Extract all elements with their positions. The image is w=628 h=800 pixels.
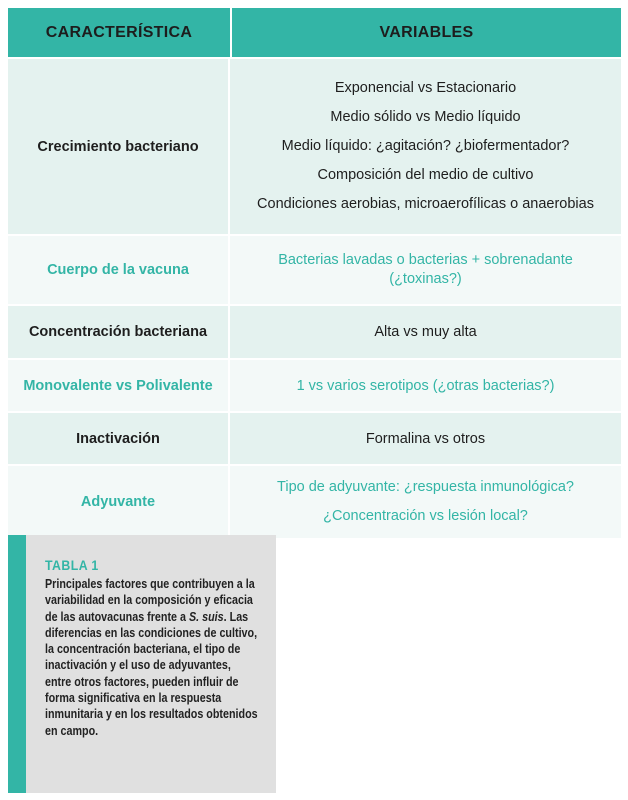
variable-item: Composición del medio de cultivo (317, 167, 534, 183)
variable-item: Bacterias lavadas o bacterias + sobrenadante (278, 252, 573, 268)
factors-table (8, 8, 621, 538)
caption-species: S. suis (188, 609, 224, 624)
row-variables (230, 360, 621, 411)
row-characteristic: Monovalente vs Polivalente (8, 360, 230, 411)
variable-item: Alta vs muy alta (374, 324, 477, 340)
row-variables (230, 59, 621, 234)
variable-item: Medio líquido: ¿agitación? ¿biofermentador? (281, 138, 570, 154)
caption-text-end: . Las diferencias en las condiciones de cultivo, la concentración bacteriana, el tipo de inactivación y el uso de adyuvantes, entre otros factores, pueden influir de forma significativa en la respuesta inmunitaria y en los resultados obtenidos en campo. (45, 609, 258, 738)
table-row-concentration (8, 304, 621, 358)
row-variables (230, 236, 621, 304)
variable-item: Medio sólido vs Medio líquido (330, 109, 521, 125)
table-row-vaccine-body (8, 234, 621, 304)
caption-title: TABLA 1 (45, 557, 99, 573)
table-row-valence (8, 358, 621, 411)
variable-item: Condiciones aerobias, microaerofílicas o anaerobias (257, 196, 594, 212)
table-header (8, 8, 621, 57)
row-variables (230, 413, 621, 464)
table-caption (8, 535, 276, 793)
variable-item: Exponencial vs Estacionario (334, 80, 517, 96)
variable-item: (¿toxinas?) (389, 271, 462, 287)
row-variables (230, 306, 621, 358)
variable-item: Tipo de adyuvante: ¿respuesta inmunológica? (277, 479, 574, 495)
row-characteristic: Inactivación (8, 413, 230, 464)
caption-accent-bar (8, 535, 26, 793)
row-variables (230, 466, 621, 538)
table-row-inactivation (8, 411, 621, 464)
variable-item: Formalina vs otros (365, 430, 486, 447)
header-variables: VARIABLES (379, 23, 474, 41)
caption-text (45, 576, 260, 739)
row-characteristic: Concentración bacteriana (8, 306, 230, 358)
header-characteristic: CARACTERÍSTICA (8, 8, 232, 57)
variable-item: 1 vs varios serotipos (¿otras bacterias?) (296, 377, 555, 394)
caption-body (45, 557, 266, 739)
row-characteristic: Adyuvante (8, 466, 230, 538)
caption-text-start: Principales factores que contribuyen a la variabilidad en la composición y eficacia de las autovacunas frente a (45, 577, 255, 624)
row-characteristic: Cuerpo de la vacuna (8, 236, 230, 304)
table-row-adjuvant (8, 464, 621, 538)
table-row-growth (8, 57, 621, 234)
row-characteristic: Crecimiento bacteriano (8, 59, 230, 234)
variable-item: ¿Concentración vs lesión local? (323, 508, 528, 524)
